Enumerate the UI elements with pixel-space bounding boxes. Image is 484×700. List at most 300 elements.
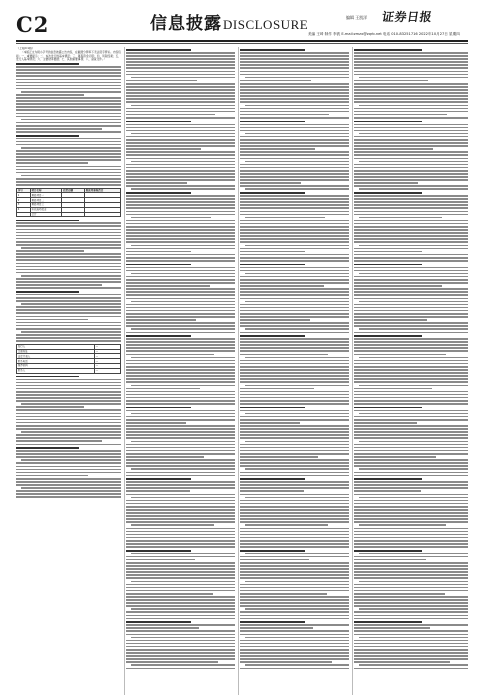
text-line — [354, 164, 468, 166]
text-line — [16, 181, 121, 183]
text-line — [354, 136, 468, 138]
text-line — [16, 122, 121, 124]
text-line — [16, 144, 121, 146]
body-text-block — [240, 49, 349, 669]
text-line — [240, 338, 349, 340]
text-line — [359, 301, 468, 303]
text-line — [354, 294, 468, 296]
text-line — [126, 229, 235, 231]
text-line — [131, 188, 235, 190]
text-line — [354, 192, 422, 194]
table-cell: 联系电话 — [17, 359, 95, 364]
body-text-block — [354, 49, 468, 669]
text-line — [240, 556, 349, 558]
text-line — [131, 77, 235, 79]
text-line — [240, 465, 349, 467]
text-line — [126, 291, 235, 293]
text-line — [126, 214, 235, 216]
text-line — [240, 363, 349, 365]
text-line — [126, 238, 235, 240]
text-line — [126, 127, 235, 129]
text-line — [240, 139, 349, 141]
text-line — [240, 254, 349, 256]
text-line — [354, 282, 468, 284]
text-line — [240, 587, 349, 589]
text-line — [126, 307, 235, 309]
text-line — [245, 188, 349, 190]
text-line — [16, 456, 121, 458]
text-line — [126, 49, 191, 51]
text-line — [126, 634, 235, 636]
text-line — [354, 459, 468, 461]
text-line — [354, 49, 422, 51]
text-line — [16, 481, 121, 483]
text-line — [126, 195, 235, 197]
text-line — [240, 559, 309, 561]
text-line — [240, 220, 349, 222]
table-header-cell: 序号 — [17, 188, 31, 193]
text-line — [126, 310, 235, 312]
text-line — [240, 241, 349, 243]
text-line — [126, 565, 235, 567]
text-line — [240, 257, 349, 259]
text-line — [240, 459, 349, 461]
text-line — [240, 111, 349, 113]
text-line — [16, 172, 121, 174]
text-line — [240, 593, 327, 595]
text-line — [354, 322, 468, 324]
text-line — [240, 506, 349, 508]
article-column-4 — [354, 47, 468, 695]
text-line — [16, 312, 121, 314]
text-line — [240, 605, 349, 607]
text-line — [126, 198, 235, 200]
text-line — [354, 621, 422, 623]
text-line — [16, 125, 121, 127]
text-line — [126, 95, 235, 97]
text-line — [126, 335, 191, 337]
text-line — [126, 220, 235, 222]
text-line — [16, 428, 121, 430]
text-line — [16, 328, 121, 330]
text-line — [240, 248, 349, 250]
body-text-block — [16, 63, 121, 185]
text-line — [126, 130, 235, 132]
text-line — [354, 176, 468, 178]
text-line — [21, 331, 121, 333]
text-line — [16, 376, 79, 378]
text-line — [131, 553, 235, 555]
text-line — [126, 121, 191, 123]
text-line — [126, 185, 235, 187]
text-line — [240, 518, 349, 520]
body-text-block — [16, 376, 121, 498]
text-line — [354, 61, 468, 63]
text-line — [354, 232, 468, 234]
text-line — [126, 55, 235, 57]
text-line — [126, 655, 235, 657]
text-line — [126, 661, 218, 663]
text-line — [126, 304, 235, 306]
text-line — [354, 649, 468, 651]
text-line — [16, 278, 121, 280]
text-line — [126, 139, 235, 141]
text-line — [16, 135, 79, 137]
text-line — [240, 634, 349, 636]
text-line — [354, 179, 468, 181]
text-line — [359, 413, 468, 415]
text-line — [16, 478, 121, 480]
text-line — [240, 151, 349, 153]
text-line — [240, 260, 349, 262]
text-line — [240, 655, 349, 657]
text-line — [359, 664, 468, 666]
text-line — [354, 434, 468, 436]
table-cell — [17, 212, 31, 217]
text-line — [126, 490, 190, 492]
text-line — [240, 571, 349, 573]
text-line — [131, 328, 235, 330]
text-line — [126, 52, 235, 54]
text-line — [126, 453, 235, 455]
text-line — [126, 201, 235, 203]
text-line — [354, 248, 468, 250]
text-line — [240, 431, 349, 433]
text-line — [354, 288, 468, 290]
text-line — [240, 391, 349, 393]
text-line — [354, 487, 468, 489]
text-line — [126, 61, 235, 63]
text-line — [240, 661, 332, 663]
text-line — [16, 75, 121, 77]
text-line — [126, 344, 235, 346]
text-line — [240, 307, 349, 309]
text-line — [240, 136, 349, 138]
text-line — [16, 94, 84, 96]
text-line — [16, 322, 121, 324]
text-line — [354, 537, 468, 539]
text-line — [126, 621, 191, 623]
text-line — [126, 434, 235, 436]
text-line — [240, 61, 349, 63]
text-line — [126, 67, 235, 69]
text-line — [240, 98, 349, 100]
text-line — [240, 130, 349, 132]
text-line — [240, 89, 349, 91]
text-line — [21, 403, 121, 405]
text-line — [16, 382, 121, 384]
text-line — [16, 150, 121, 152]
text-line — [16, 388, 121, 390]
text-line — [354, 71, 468, 73]
text-line — [16, 422, 121, 424]
text-line — [21, 431, 121, 433]
text-line — [240, 410, 349, 412]
text-line — [354, 310, 468, 312]
text-line — [16, 256, 121, 258]
text-line — [126, 403, 235, 405]
text-line — [354, 369, 468, 371]
text-line — [240, 428, 349, 430]
text-line — [240, 86, 349, 88]
text-line — [21, 247, 121, 249]
text-line — [16, 419, 121, 421]
text-line — [240, 590, 349, 592]
text-line — [126, 108, 235, 110]
text-line — [354, 83, 468, 85]
text-line — [126, 658, 235, 660]
text-line — [16, 434, 121, 436]
text-line — [126, 450, 235, 452]
text-line — [126, 428, 235, 430]
text-line — [126, 590, 235, 592]
text-line — [126, 649, 235, 651]
text-line — [354, 534, 468, 536]
text-line — [16, 413, 121, 415]
text-line — [131, 664, 235, 666]
page-code: C2 — [16, 12, 50, 37]
text-line — [126, 257, 235, 259]
text-line — [240, 599, 349, 601]
text-line — [359, 245, 468, 247]
text-line — [240, 67, 349, 69]
text-line — [240, 437, 349, 439]
text-line — [16, 72, 121, 74]
text-line — [354, 366, 468, 368]
text-line — [240, 621, 305, 623]
text-line — [354, 291, 468, 293]
table-cell: 注册地址 — [17, 349, 95, 354]
text-line — [359, 217, 442, 219]
text-line — [126, 86, 235, 88]
text-line — [16, 437, 121, 439]
text-line — [240, 403, 349, 405]
text-line — [354, 130, 468, 132]
text-line — [359, 357, 468, 359]
article-column-1 — [16, 47, 121, 695]
text-line — [354, 86, 468, 88]
text-line — [354, 226, 468, 228]
text-line — [126, 338, 235, 340]
text-line — [354, 264, 422, 266]
text-line — [16, 103, 121, 105]
text-line — [16, 400, 121, 402]
text-line — [16, 493, 121, 495]
text-line — [240, 341, 349, 343]
text-line — [240, 509, 349, 511]
text-line — [126, 235, 235, 237]
text-line — [240, 176, 349, 178]
text-line — [126, 444, 235, 446]
text-line — [354, 95, 468, 97]
article-column-3 — [240, 47, 349, 695]
text-line — [16, 184, 121, 186]
text-line — [240, 310, 349, 312]
text-line — [354, 531, 468, 533]
text-line — [240, 185, 349, 187]
text-line — [354, 400, 468, 402]
text-line — [126, 248, 235, 250]
text-line — [354, 571, 468, 573]
text-line — [131, 385, 235, 387]
article-column-2 — [126, 47, 235, 695]
text-line — [240, 447, 349, 449]
text-line — [131, 413, 235, 415]
text-line — [16, 472, 121, 474]
text-line — [359, 77, 468, 79]
text-line — [126, 381, 235, 383]
text-line — [354, 52, 468, 54]
text-line — [354, 661, 450, 663]
text-line — [240, 207, 349, 209]
text-line — [354, 235, 468, 237]
text-line — [240, 652, 349, 654]
text-line — [126, 394, 235, 396]
table-cell: — — [94, 344, 120, 349]
text-line — [240, 584, 349, 586]
editor-credit: 编辑 王凯洋 — [346, 15, 368, 20]
text-line — [240, 214, 349, 216]
text-line — [240, 574, 349, 576]
text-line — [16, 88, 121, 90]
text-line — [126, 92, 235, 94]
text-line — [126, 332, 235, 334]
text-line — [354, 316, 468, 318]
text-line — [354, 431, 468, 433]
text-line — [354, 108, 468, 110]
text-line — [126, 478, 191, 480]
text-line — [354, 121, 422, 123]
text-line — [240, 478, 305, 480]
text-line — [126, 447, 235, 449]
text-line — [16, 232, 121, 234]
text-line — [126, 282, 235, 284]
text-line — [240, 596, 349, 598]
text-line — [354, 562, 468, 564]
masthead-rule-thick — [16, 40, 468, 42]
text-line — [354, 618, 468, 620]
text-line — [16, 450, 121, 452]
text-line — [16, 131, 121, 133]
issuer-info-table — [16, 344, 121, 374]
table-cell: 募投项目二 — [30, 198, 62, 203]
text-line — [240, 649, 349, 651]
text-line — [16, 63, 79, 65]
text-line — [240, 494, 349, 496]
text-line — [240, 397, 349, 399]
text-line — [126, 179, 235, 181]
text-line — [126, 391, 235, 393]
text-line — [240, 198, 349, 200]
text-line — [245, 468, 349, 470]
text-line — [354, 500, 468, 502]
text-line — [240, 276, 349, 278]
column-separator — [124, 47, 125, 695]
text-line — [354, 587, 468, 589]
text-line — [16, 138, 121, 140]
text-line — [354, 89, 468, 91]
text-line — [240, 179, 349, 181]
text-line — [354, 335, 422, 337]
text-line — [21, 487, 121, 489]
text-line — [126, 587, 235, 589]
text-line — [16, 141, 121, 143]
text-line — [240, 335, 305, 337]
text-line — [354, 229, 468, 231]
text-line — [240, 304, 349, 306]
text-line — [240, 49, 305, 51]
text-line — [126, 484, 235, 486]
text-line — [354, 465, 468, 467]
section-title-en: DISCLOSURE — [223, 17, 309, 32]
text-line — [240, 630, 349, 632]
text-line — [126, 378, 235, 380]
text-line — [354, 214, 468, 216]
text-line — [240, 453, 349, 455]
text-line — [21, 119, 121, 121]
text-line — [240, 238, 349, 240]
text-line — [240, 229, 349, 231]
text-line — [240, 127, 349, 129]
text-line — [16, 100, 121, 102]
text-line — [240, 170, 349, 172]
text-line — [126, 375, 235, 377]
text-line — [126, 372, 235, 374]
text-line — [240, 444, 349, 446]
text-line — [126, 605, 235, 607]
text-line — [354, 456, 436, 458]
text-line — [354, 419, 468, 421]
text-line — [126, 124, 235, 126]
text-line — [354, 201, 468, 203]
text-line — [354, 556, 468, 558]
text-line — [126, 500, 235, 502]
text-line — [16, 287, 121, 289]
text-line — [240, 366, 349, 368]
text-line — [240, 512, 349, 514]
text-line — [354, 98, 468, 100]
text-line — [354, 260, 468, 262]
text-line — [16, 469, 121, 471]
text-line — [354, 425, 468, 427]
table-cell: 法定代表人 — [17, 354, 95, 359]
fund-use-table — [16, 188, 121, 218]
text-line — [126, 388, 200, 390]
section-title-cn: 信息披露 — [150, 14, 222, 34]
text-line — [354, 397, 468, 399]
text-line — [240, 316, 349, 318]
text-line — [16, 266, 121, 268]
text-line — [240, 360, 349, 362]
text-line — [16, 159, 121, 161]
text-line — [16, 484, 121, 486]
text-line — [354, 481, 468, 483]
text-line — [16, 250, 84, 252]
text-line — [354, 211, 468, 213]
text-line — [126, 624, 235, 626]
text-line — [245, 301, 349, 303]
text-line — [16, 281, 121, 283]
text-line — [126, 571, 235, 573]
text-line — [16, 79, 121, 81]
text-line — [359, 133, 468, 135]
text-line — [354, 195, 468, 197]
text-line — [126, 531, 235, 533]
body-text-block — [16, 220, 121, 342]
text-line — [354, 257, 468, 259]
text-line — [359, 385, 468, 387]
text-line — [126, 98, 235, 100]
